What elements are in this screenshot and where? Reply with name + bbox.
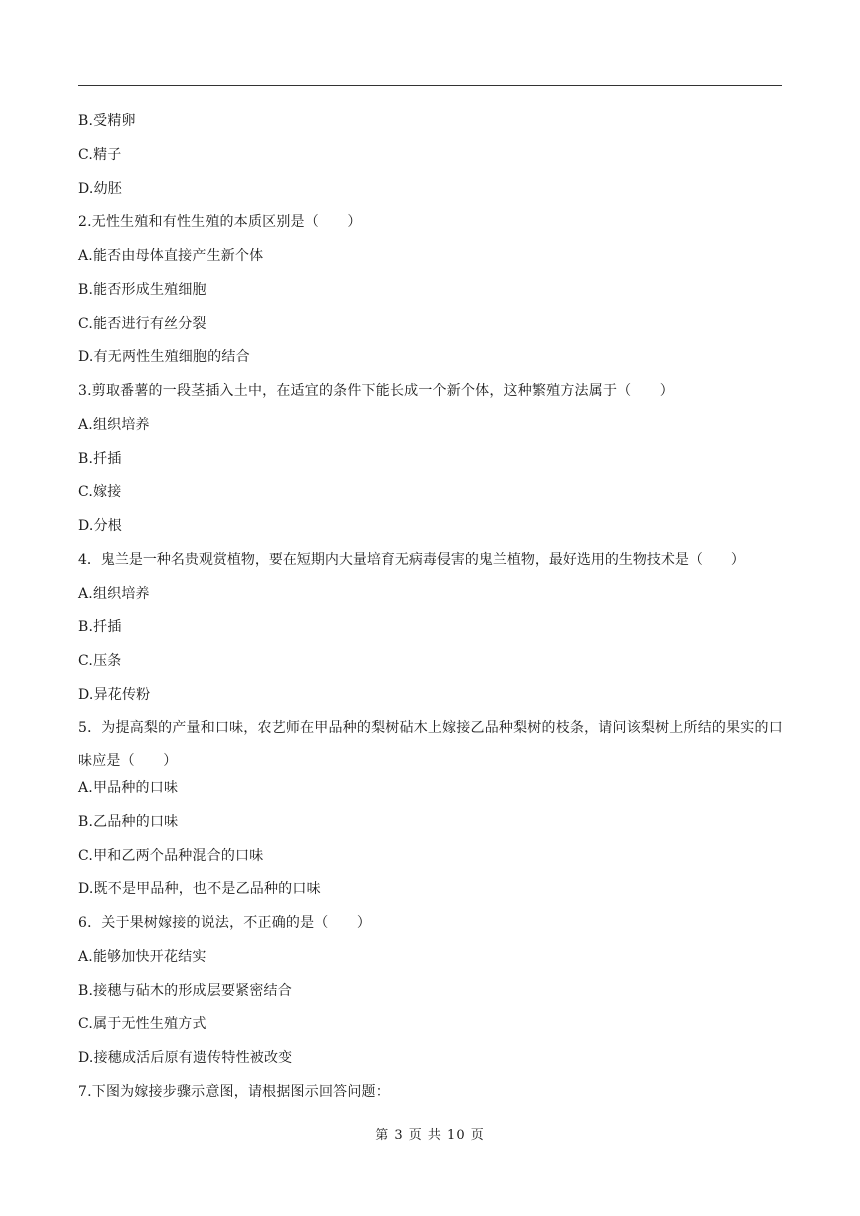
question-6: 6．关于果树嫁接的说法，不正确的是（ ） bbox=[78, 915, 372, 931]
option-6d: D.接穗成活后原有遗传特性被改变 bbox=[78, 1050, 293, 1066]
option-4c: C.压条 bbox=[78, 653, 122, 669]
question-2: 2.无性生殖和有性生殖的本质区别是（ ） bbox=[78, 214, 362, 231]
option-5d: D.既不是甲品种，也不是乙品种的口味 bbox=[78, 881, 321, 898]
option-4a: A.组织培养 bbox=[78, 585, 150, 602]
option-6b: B.接穗与砧木的形成层要紧密结合 bbox=[78, 982, 292, 999]
option-3b: B.扦插 bbox=[78, 450, 122, 467]
option-1d: D.幼胚 bbox=[78, 180, 122, 197]
option-5a: A.甲品种的口味 bbox=[78, 780, 179, 796]
option-2d: D.有无两性生殖细胞的结合 bbox=[78, 349, 250, 366]
option-5b: B.乙品种的口味 bbox=[78, 813, 179, 830]
document-body bbox=[78, 108, 788, 1113]
question-3: 3.剪取番薯的一段茎插入土中，在适宜的条件下能长成一个新个体，这种繁殖方法属于（ ） bbox=[78, 383, 674, 399]
option-6c: C.属于无性生殖方式 bbox=[78, 1016, 207, 1033]
question-4: 4．鬼兰是一种名贵观赏植物，要在短期内大量培育无病毒侵害的鬼兰植物，最好选用的生物技术是（ ） bbox=[78, 551, 745, 568]
option-4d: D.异花传粉 bbox=[78, 686, 151, 703]
question-5: 5．为提高梨的产量和口味，农艺师在甲品种的梨树砧木上嫁接乙品种梨树的枝条，请问该梨树上所结的果实的口味应是（ ） bbox=[78, 719, 783, 770]
option-2b: B.能否形成生殖细胞 bbox=[78, 281, 207, 298]
option-6a: A.能够加快开花结实 bbox=[78, 948, 207, 965]
option-4b: B.扦插 bbox=[78, 619, 122, 636]
option-2a: A.能否由母体直接产生新个体 bbox=[78, 248, 264, 264]
header-rule bbox=[78, 85, 782, 86]
option-1c: C.精子 bbox=[78, 146, 122, 163]
page-footer: 第 3 页 共 10 页 bbox=[375, 1128, 485, 1143]
option-3a: A.组织培养 bbox=[78, 416, 150, 433]
question-7: 7.下图为嫁接步骤示意图，请根据图示回答问题： bbox=[78, 1083, 390, 1100]
option-2c: C.能否进行有丝分裂 bbox=[78, 315, 207, 332]
option-5c: C.甲和乙两个品种混合的口味 bbox=[78, 847, 264, 864]
option-3c: C.嫁接 bbox=[78, 484, 122, 501]
option-1b: B.受精卵 bbox=[78, 113, 136, 129]
option-3d: D.分根 bbox=[78, 518, 122, 534]
